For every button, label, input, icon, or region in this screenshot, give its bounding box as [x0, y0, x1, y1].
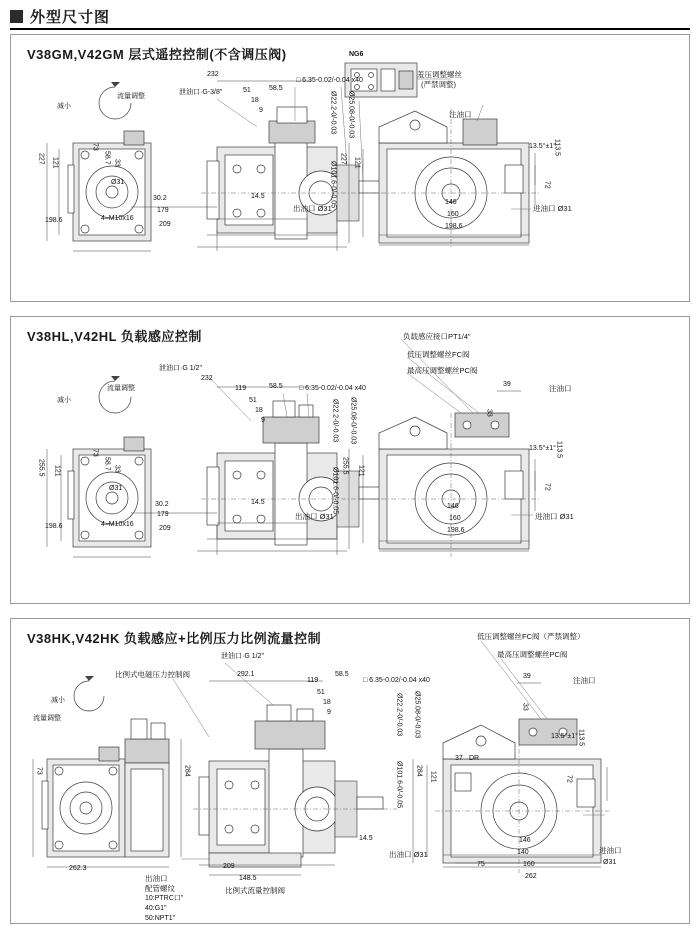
title-divider	[10, 28, 690, 30]
drawing-gm	[11, 35, 691, 303]
section-v38gm: V38GM,V42GM 层式遥控控制(不含调压阀) 减小 流量调整 泄油口·G-3/8" 232 51 18 9 58.5 □ 6.35-0.02/-0.04 x40 Ø22.2-0/-0.03 Ø25.08-0/-0.03 Ø101.6-0/-0.05 NG6 羞压调整螺丝 (严禁调整) 注油口 227 121 73 58.7 33 Ø31 4–M10x16 30.2 179 209 198.6 14.5 出油口 Ø31 227 121 13.5°±1° 113.5 72 146 160 198.6 进油口 Ø31	[10, 34, 690, 302]
section-v38hl: V38HL,V42HL 负载感应控制 减小 流量调整 泄油口·G 1/2" 232 119 51 18 9 58.5 □ 6.35-0.02/-0.04 x40 Ø22.2-0/-0.03 Ø25.08-0/-0.03 Ø101.6-0/-0.05 负载感应接口PT1/4" 低压调整螺丝FC阀 最高压调整螺丝PC阀 39 注油口 33 255.5 121 73 58.7 33 Ø31 4–M10x16 30.2 179 209 198.6 14.5 出油口 Ø31 255.5 121 13.5°±1° 113.5 72 146 160 198.6 进油口 Ø31	[10, 316, 690, 604]
page-title-text: 外型尺寸图	[30, 9, 111, 26]
section-title-gm: V38GM,V42GM 层式遥控控制(不含调压阀)	[27, 47, 287, 62]
section-title-hl: V38HL,V42HL 负载感应控制	[27, 329, 202, 344]
section-title-hk: V38HK,V42HK 负载感应+比例压力比例流量控制	[27, 631, 322, 646]
page-title	[10, 6, 110, 27]
drawing-hk	[11, 619, 691, 925]
section-v38hk: V38HK,V42HK 负载感应+比例压力比例流量控制 减小 流量调整 比例式电磁压力控制阀 泄油口·G 1/2" 292.1 119 51 18 9 58.5 □ 6.35-0.02/-0.04 x40 Ø22.2-0/-0.03 Ø25.08-0/-0.03 Ø101.6-0/-0.05 低压调整螺丝FC阀（严禁调整） 最高压调整螺丝PC阀 39 注油口 33 284 284 121 73 37 DR 262.3 出油口 配管螺纹 10:PTRC口" 40:G1" 50:NPT1" 比例式流量控制阀 209 148.5 14.5 出油口 Ø31 13.5°±1° 113.5 72 75 140 146 160 262 进油口 Ø31	[10, 618, 690, 924]
drawing-hl	[11, 317, 691, 605]
title-square-icon	[10, 10, 23, 23]
